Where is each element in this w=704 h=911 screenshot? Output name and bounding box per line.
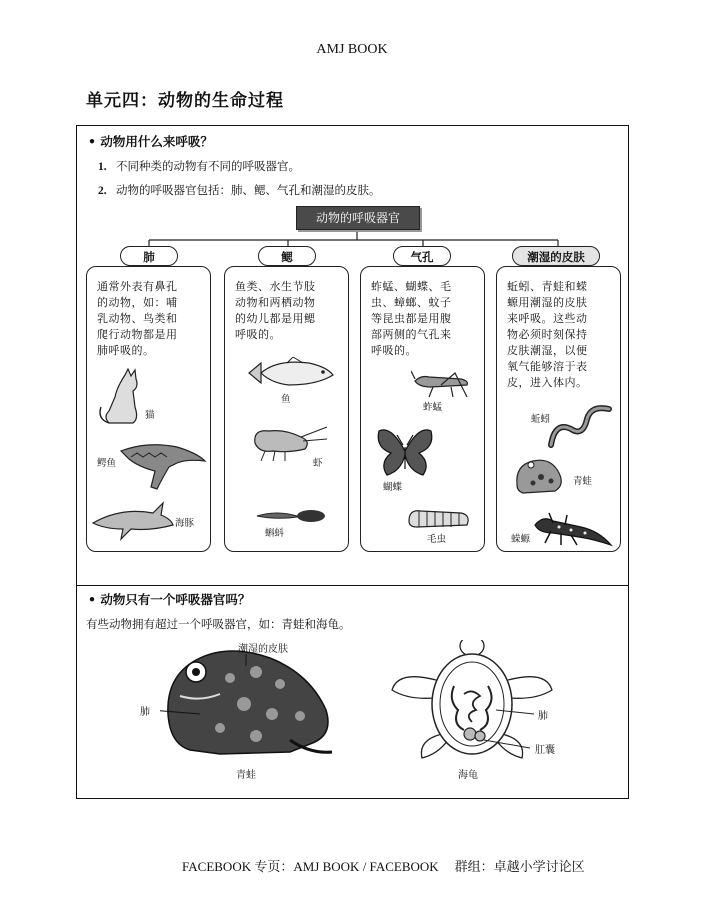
frog-small-illustration (511, 451, 569, 497)
diagram-title: 动物的呼吸器官 (296, 206, 420, 230)
gills-description: 鱼类、水生节肢 动物和两栖动物 的幼儿都是用鳃 呼吸的。 (235, 280, 316, 341)
spiracles-description: 蚱蜢、蝴蝶、毛 虫、蟑螂、蚊子 等昆虫都是用腹 部两侧的气孔来 呼吸的。 (371, 280, 452, 357)
point-1-text: 不同种类的动物有不同的呼吸器官。 (116, 159, 300, 173)
salamander-label: 蝾螈 (511, 534, 531, 545)
point-1 (98, 158, 300, 174)
turtle-diagram (388, 640, 558, 764)
organ-label-lungs: 肺 (120, 246, 178, 266)
column-gills (224, 266, 349, 552)
frog-moist-skin-label: 潮湿的皮肤 (238, 644, 288, 655)
salamander-illustration (531, 511, 613, 549)
dolphin-label: 海豚 (175, 518, 195, 529)
book-header: AMJ BOOK (316, 42, 388, 57)
point-2 (98, 182, 381, 198)
footer-group: 群组：卓越小学讨论区 (454, 859, 585, 874)
grasshopper-label: 蚱蜢 (423, 402, 443, 413)
turtle-cloacal-sac-label: 肛囊 (535, 745, 555, 756)
cat-label: 猫 (145, 410, 155, 421)
butterfly-illustration (373, 423, 439, 479)
frog-small-label: 青蛙 (573, 476, 593, 487)
question-2: • 动物只有一个呼吸器官吗？ (88, 592, 251, 607)
organ-label-moist-skin: 潮湿的皮肤 (512, 246, 600, 266)
column-moist-skin (496, 266, 621, 552)
butterfly-label: 蝴蝶 (383, 482, 403, 493)
tadpole-label: 蝌蚪 (265, 528, 285, 539)
frog-diagram (160, 644, 336, 760)
grasshopper-illustration (411, 369, 475, 399)
tadpole-illustration (253, 507, 327, 525)
frog-name-label: 青蛙 (236, 770, 256, 781)
point-2-text: 动物的呼吸器官包括：肺、鳃、气孔和潮湿的皮肤。 (116, 183, 381, 197)
lungs-description: 通常外表有鼻孔 的动物，如：哺 乳动物、鸟类和 爬行动物都是用 肺呼吸的。 (97, 280, 178, 357)
fish-label: 鱼 (281, 394, 291, 405)
section2-intro: 有些动物拥有超过一个呼吸器官，如：青蛙和海龟。 (86, 617, 351, 631)
crocodile-illustration (117, 437, 209, 493)
dolphin-illustration (91, 499, 175, 543)
unit-title: 单元四：动物的生命过程 (86, 91, 284, 111)
caterpillar-label: 毛虫 (427, 534, 447, 545)
frog-lung-label: 肺 (140, 707, 150, 718)
earthworm-illustration (547, 401, 613, 451)
question-1: • 动物用什么来呼吸？ (88, 134, 213, 149)
earthworm-label: 蚯蚓 (531, 414, 551, 425)
moist-skin-description: 蚯蚓、青蛙和蝾 螈用潮湿的皮肤 来呼吸。这些动 物必须时刻保持 皮肤潮湿，以便 氧气能够溶于表 皮，进入体内。 (507, 280, 588, 389)
point-2-number: 2. (98, 185, 107, 197)
cat-illustration (95, 367, 145, 427)
footer (182, 856, 585, 875)
fish-illustration (247, 357, 335, 391)
caterpillar-illustration (405, 505, 473, 531)
organ-label-spiracles: 气孔 (393, 246, 451, 266)
column-lungs (86, 266, 211, 552)
point-1-number: 1. (98, 161, 107, 173)
turtle-name-label: 海龟 (458, 770, 478, 781)
crocodile-label: 鳄鱼 (97, 458, 117, 469)
footer-facebook-page: FACEBOOK 专页：AMJ BOOK / FACEBOOK (182, 859, 439, 874)
organ-label-gills: 鳃 (258, 246, 316, 266)
column-spiracles (360, 266, 485, 552)
shrimp-label: 虾 (313, 458, 323, 469)
turtle-lung-label: 肺 (538, 711, 548, 722)
section-divider (76, 585, 629, 586)
